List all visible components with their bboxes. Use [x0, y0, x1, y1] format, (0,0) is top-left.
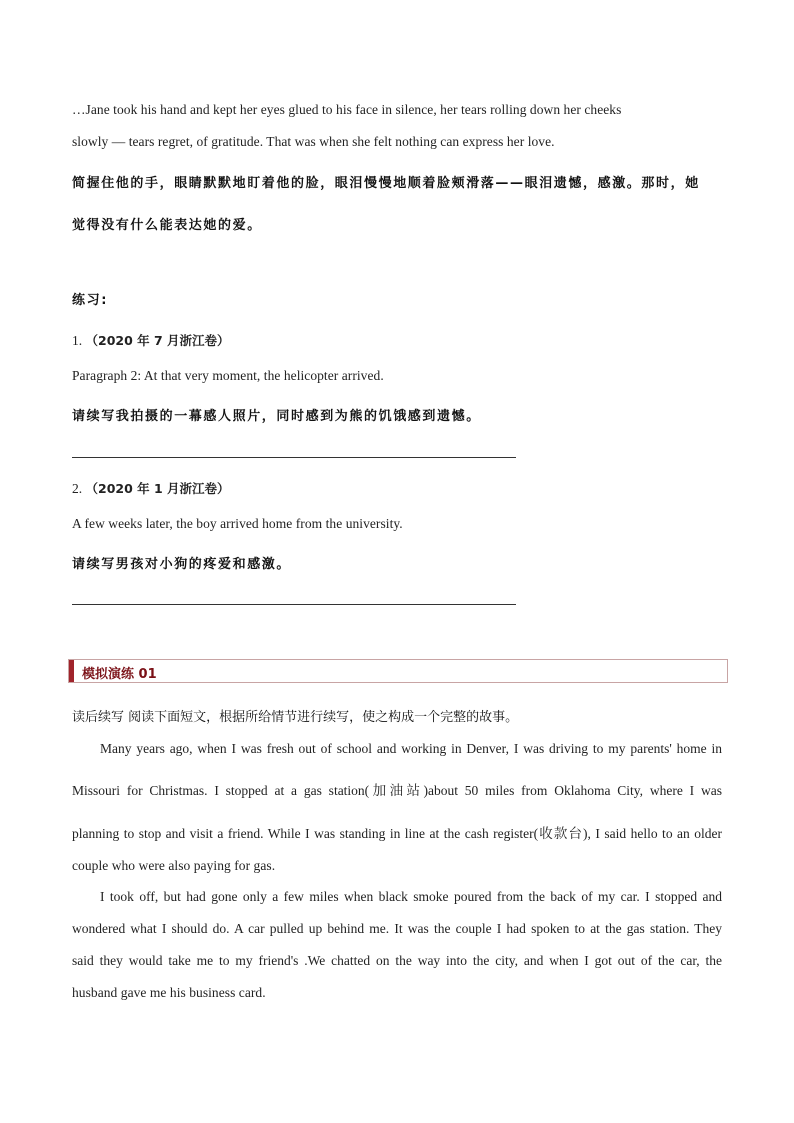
intro-cn-line-2: 觉得没有什么能表达她的爱。	[72, 218, 262, 233]
section-title: 模拟演练 01	[82, 667, 157, 682]
para2-line-3: said they would take me to my friend's .We chatted on the way into the city, and when I got out of the car, the	[72, 953, 722, 968]
section-accent-bar	[69, 660, 74, 682]
intro-en-line-1: …Jane took his hand and kept her eyes glued to his face in silence, her tears rolling down her cheeks	[72, 102, 622, 117]
exercise-1-number: 1.	[72, 333, 83, 348]
exercise-2-header	[72, 479, 230, 497]
practice-heading: 练习:	[72, 293, 108, 308]
exercise-2-number: 2.	[72, 481, 83, 496]
para2-line-2: wondered what I should do. A car pulled up behind me. It was the couple I had spoken to at the gas station. They	[72, 921, 722, 936]
section-instruction: 读后续写 阅读下面短文，根据所给情节进行续写，使之构成一个完整的故事。	[72, 710, 519, 725]
para1-line-3: planning to stop and visit a friend. While I was standing in line at the cash register(收款台), I said hello to an older	[72, 826, 722, 841]
exercise-2-source: （2020 年 1 月浙江卷）	[85, 481, 230, 496]
para2-line-1: I took off, but had gone only a few miles when black smoke poured from the back of my car. I stopped and	[100, 889, 722, 904]
intro-cn-line-1: 简握住他的手，眼睛默默地盯着他的脸，眼泪慢慢地顺着脸颊滑落——眼泪遗憾，感激。那时，她	[72, 176, 700, 191]
para1-line-2: Missouri for Christmas. I stopped at a gas station(加油站)about 50 miles from Oklahoma City, where I was	[72, 783, 722, 798]
exercise-1-prompt-cn: 请续写我拍摄的一幕感人照片，同时感到为熊的饥饿感到遗憾。	[72, 409, 481, 424]
exercise-1-source: （2020 年 7 月浙江卷）	[85, 333, 230, 348]
exercise-2-prompt-cn: 请续写男孩对小狗的疼爱和感激。	[72, 557, 292, 572]
para1-line-1: Many years ago, when I was fresh out of school and working in Denver, I was driving to my parents' home in	[100, 741, 722, 756]
intro-en-line-2: slowly — tears regret, of gratitude. That was when she felt nothing can express her love.	[72, 134, 555, 149]
exercise-1-prompt-en: Paragraph 2: At that very moment, the helicopter arrived.	[72, 368, 384, 383]
exercise-1-answer-line	[72, 457, 516, 458]
para2-line-4: husband gave me his business card.	[72, 985, 266, 1000]
exercise-1-header	[72, 331, 230, 349]
para1-line-4: couple who were also paying for gas.	[72, 858, 276, 873]
exercise-2-prompt-en: A few weeks later, the boy arrived home from the university.	[72, 516, 403, 531]
exercise-2-answer-line	[72, 604, 516, 605]
section-header	[68, 659, 728, 683]
